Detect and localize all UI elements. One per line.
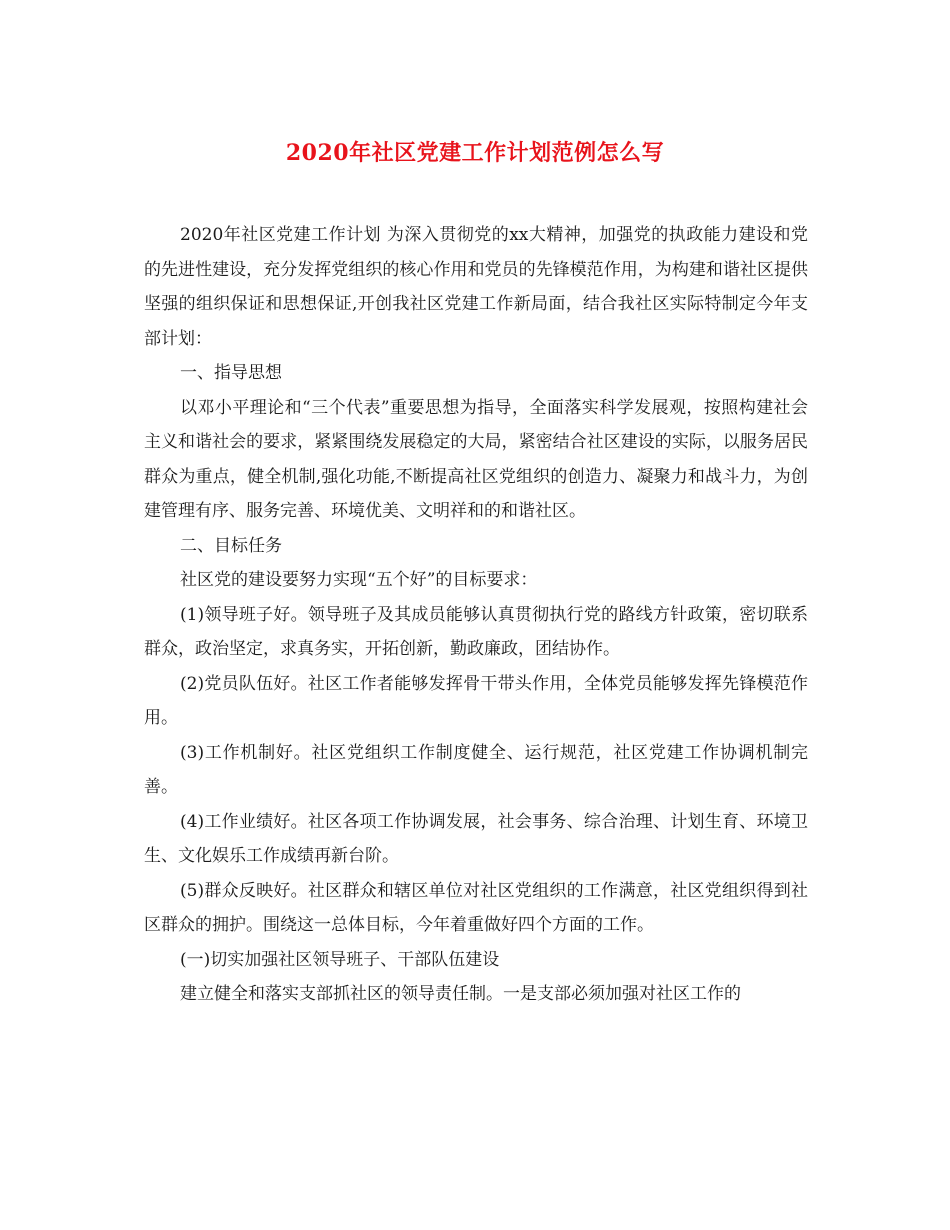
list-item-goal-1: (1)领导班子好。领导班子及其成员能够认真贯彻执行党的路线方针政策，密切联系群众，政治坚定，求真务实，开拓创新，勤政廉政，团结协作。 (144, 604, 808, 659)
paragraph-guiding-thought: 以邓小平理论和“三个代表”重要思想为指导，全面落实科学发展观，按照构建社会主义和谐社会的要求，紧紧围绕发展稳定的大局，紧密结合社区建设的实际，以服务居民群众为重点，健全机制,强化功能,不断提高社区党组织的创造力、凝聚力和战斗力，为创建管理有序、服务完善、环境优美、文明祥和的和谐社区。 (144, 397, 808, 521)
document-title: 2020年社区党建工作计划范例怎么写 (285, 140, 665, 166)
section-heading-goals: 二、目标任务 (180, 535, 282, 556)
section-heading-guiding-thought: 一、指导思想 (180, 363, 282, 383)
list-item-goal-4: (4)工作业绩好。社区各项工作协调发展，社会事务、综合治理、计划生育、环境卫生、文化娱乐工作成绩再新台阶。 (144, 811, 808, 866)
paragraph-leadership: 建立健全和落实支部抓社区的领导责任制。一是支部必须加强对社区工作的 (180, 984, 741, 1004)
paragraph-intro: 2020年社区党建工作计划 为深入贯彻党的xx大精神，加强党的执政能力建设和党的先进性建设，充分发挥党组织的核心作用和党员的先锋模范作用，为构建和谐社区提供坚强的组织保证和思想保证,开创我社区党建工作新局面，结合我社区实际特制定今年支部计划： (144, 225, 808, 349)
subsection-heading-leadership: (一)切实加强社区领导班子、干部队伍建设 (180, 949, 500, 970)
paragraph-goals-intro: 社区党的建设要努力实现“五个好”的目标要求： (180, 570, 538, 590)
list-item-goal-5: (5)群众反映好。社区群众和辖区单位对社区党组织的工作满意，社区党组织得到社区群众的拥护。围绕这一总体目标，今年着重做好四个方面的工作。 (144, 880, 808, 935)
list-item-goal-3: (3)工作机制好。社区党组织工作制度健全、运行规范，社区党建工作协调机制完善。 (144, 742, 808, 797)
list-item-goal-2: (2)党员队伍好。社区工作者能够发挥骨干带头作用，全体党员能够发挥先锋模范作用。 (144, 673, 808, 728)
document-body (144, 218, 808, 1012)
